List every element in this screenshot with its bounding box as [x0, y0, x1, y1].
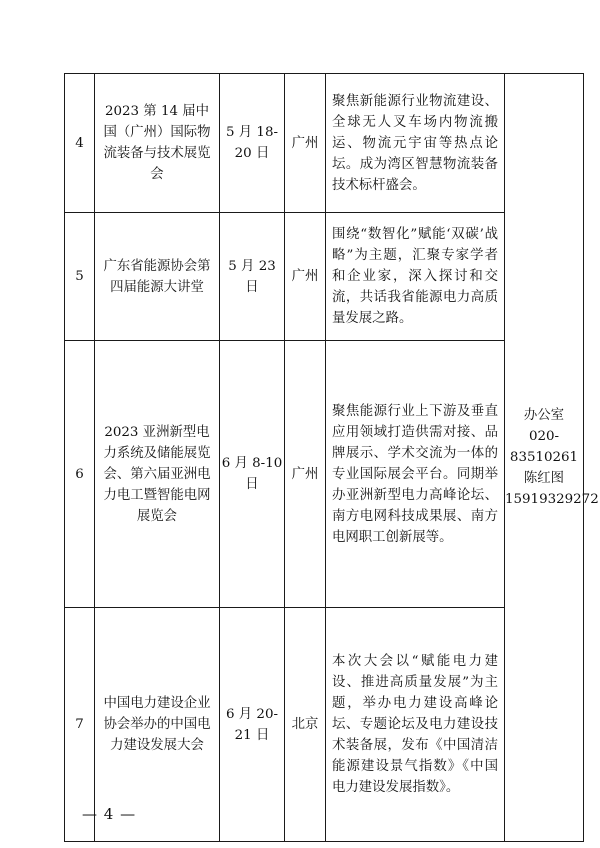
event-name: 2023 第 14 届中国（广州）国际物流装备与技术展览会 — [95, 74, 220, 213]
event-description: 本次大会以“赋能电力建设、推进高质量发展”为主题，举办电力建设高峰论坛、专题论坛及电力建设技术装备展，发布《中国清洁能源建设景气指数》《中国电力建设发展指数》。 — [326, 608, 505, 842]
contact-phone: 020-83510261 — [509, 429, 579, 465]
events-table — [64, 73, 599, 842]
event-city: 广州 — [285, 74, 326, 213]
event-date: 6 月 8-10 日 — [220, 341, 285, 608]
event-name: 中国电力建设企业协会举办的中国电力建设发展大会 — [95, 608, 220, 842]
event-name: 广东省能源协会第四届能源大讲堂 — [95, 213, 220, 341]
page-number: — 4 — — [82, 805, 137, 823]
event-description: 聚焦新能源行业物流建设、全球无人叉车场内物流搬运、物流元宇宙等热点论坛。成为湾区智慧物流装备技术标杆盛会。 — [326, 74, 505, 213]
event-date: 5 月 18-20 日 — [220, 74, 285, 213]
row-number: 6 — [65, 341, 95, 608]
event-city: 广州 — [285, 341, 326, 608]
contact-dept: 办公室 — [523, 408, 565, 423]
contact-cell — [505, 74, 599, 842]
contact-mobile: 15919329272 — [505, 492, 599, 507]
row-number: 5 — [65, 213, 95, 341]
row-number: 4 — [65, 74, 95, 213]
event-date: 5 月 23 日 — [220, 213, 285, 341]
event-city: 北京 — [285, 608, 326, 842]
contact-person: 陈红图 — [523, 471, 565, 486]
event-date: 6 月 20-21 日 — [220, 608, 285, 842]
event-description: 聚焦能源行业上下游及垂直应用领域打造供需对接、品牌展示、学术交流为一体的专业国际展会平台。同期举办亚洲新型电力高峰论坛、南方电网科技成果展、南方电网职工创新展等。 — [326, 341, 505, 608]
event-description: 围绕“数智化”赋能‘双碳’战略”为主题，汇聚专家学者和企业家，深入探讨和交流，共话我省能源电力高质量发展之路。 — [326, 213, 505, 341]
event-name: 2023 亚洲新型电力系统及储能展览会、第六届亚洲电力电工暨智能电网展览会 — [95, 341, 220, 608]
table-row — [65, 74, 584, 213]
row-number: 7 — [65, 608, 95, 842]
event-city: 广州 — [285, 213, 326, 341]
